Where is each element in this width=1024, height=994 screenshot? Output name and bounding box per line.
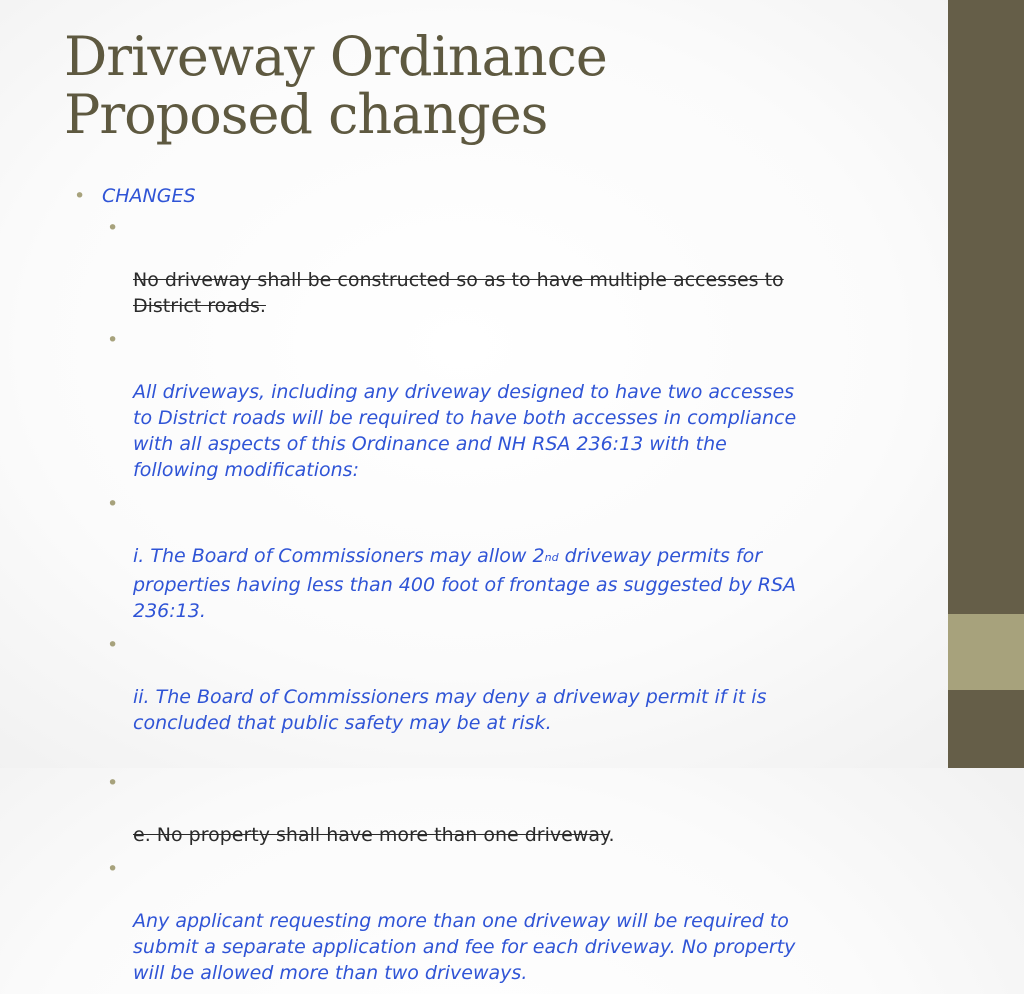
bullet-list	[70, 183, 900, 994]
item-text: Any applicant requesting more than one driveway will be required to submit a separate application and fee for each driveway. No property will be allowed more than two driveways.	[133, 910, 796, 984]
list-item-struck-2	[70, 770, 900, 848]
bullet-icon: •	[107, 493, 119, 515]
list-item-all-driveways	[70, 327, 900, 483]
list-item-applicant	[70, 856, 900, 986]
bullet-icon: •	[107, 772, 119, 794]
bullet-icon: •	[107, 217, 119, 239]
struck-text-period: .	[608, 824, 615, 846]
decorative-side-square	[948, 614, 1024, 690]
slide-title	[64, 25, 924, 146]
list-item-changes	[70, 183, 900, 209]
item-text-a: i. The Board of Commissioners may allow 2	[133, 545, 545, 567]
ordinal-suffix: nd	[544, 551, 559, 564]
struck-text: e. No property shall have more than one driveway	[133, 824, 609, 846]
bullet-icon: •	[107, 858, 119, 880]
bullet-icon: •	[107, 634, 119, 656]
item-text: All driveways, including any driveway designed to have two accesses to District roads will be required to have both accesses in compliance with all aspects of this Ordinance and NH RSA 236:13 with the following modifications:	[133, 381, 797, 481]
title-line-1: Driveway Ordinance	[64, 25, 607, 88]
list-item-board-allow	[70, 491, 900, 624]
item-text-b: driveway permits for properties having less than 400 foot of frontage as suggested by RSA 236:13.	[133, 545, 796, 622]
bullet-icon: •	[74, 185, 86, 207]
list-item-struck-1	[70, 215, 900, 319]
struck-text: No driveway shall be constructed so as to have multiple accesses to District roads.	[133, 269, 784, 317]
spacer	[70, 744, 900, 770]
bullet-icon: •	[107, 329, 119, 351]
item-text: ii. The Board of Commissioners may deny a driveway permit if it is concluded that public safety may be at risk.	[133, 686, 767, 734]
title-line-2: Proposed changes	[64, 83, 548, 146]
heading-changes: CHANGES	[102, 185, 196, 207]
list-item-board-deny	[70, 632, 900, 736]
